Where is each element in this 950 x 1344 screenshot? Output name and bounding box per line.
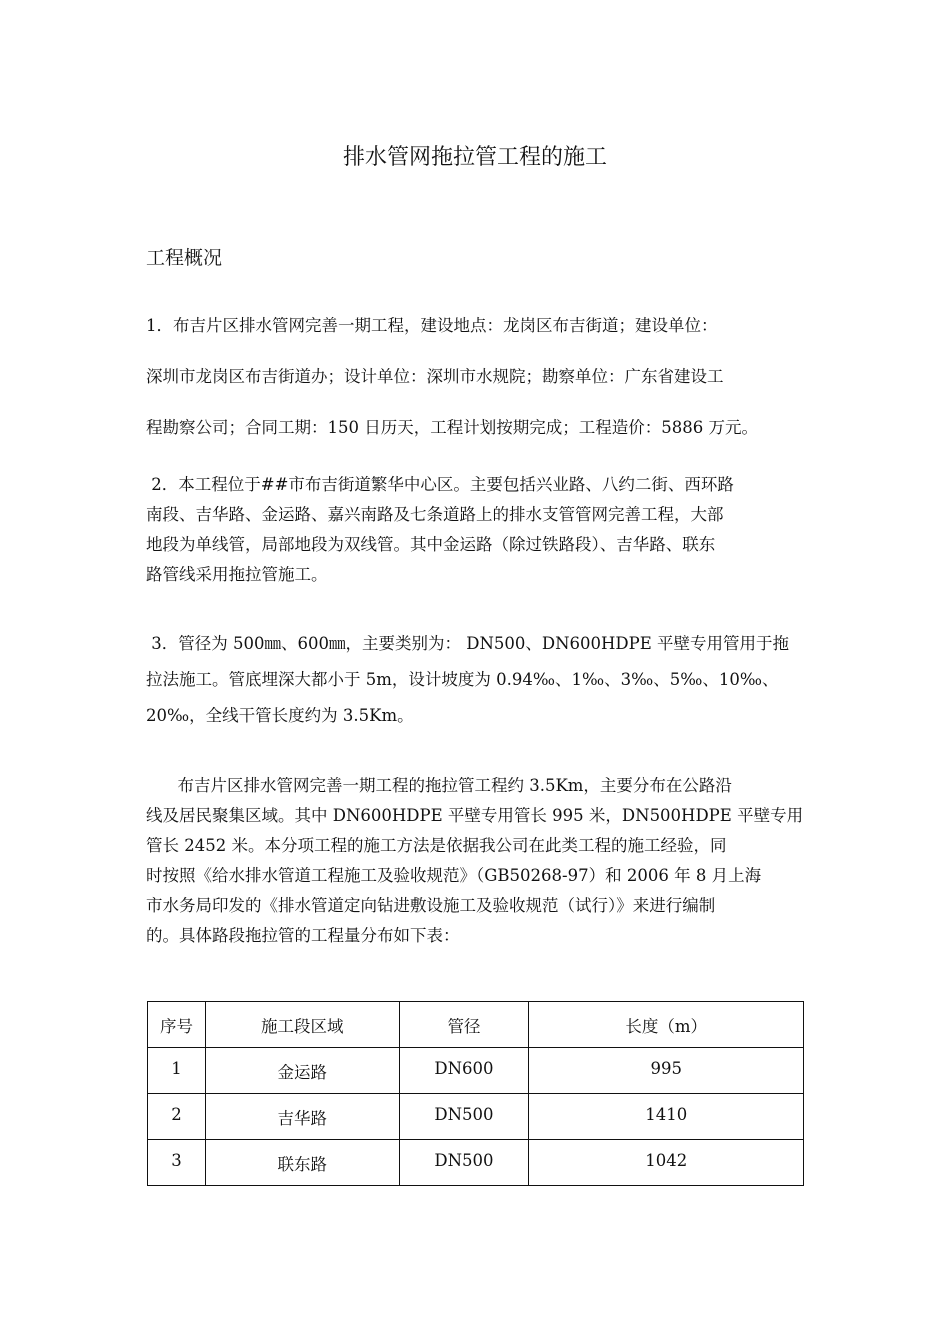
paragraph-line: 布吉片区排水管网完善一期工程的拖拉管工程约 3.5Km，主要分布在公路沿 [146, 776, 732, 795]
paragraph-line: 20‰，全线干管长度约为 3.5Km。 [146, 706, 414, 725]
paragraph-overview-1 [146, 300, 806, 453]
paragraph-line: 管长 2452 米。本分项工程的施工方法是依据我公司在此类工程的施工经验，同 [146, 836, 727, 855]
cell-diameter: DN600 [399, 1048, 529, 1094]
table-row [148, 1140, 804, 1186]
cell-section: 金运路 [205, 1048, 399, 1094]
cell-section: 联东路 [205, 1140, 399, 1186]
paragraph-line: 2．本工程位于##市布吉街道繁华中心区。主要包括兴业路、八约二街、西环路 [146, 475, 734, 494]
cell-length: 1410 [529, 1094, 804, 1140]
cell-section: 吉华路 [205, 1094, 399, 1140]
paragraph-overview-3 [146, 626, 806, 734]
section-heading: 工程概况 [146, 247, 223, 269]
header-length: 长度（m） [529, 1002, 804, 1048]
cell-index: 1 [148, 1048, 206, 1094]
paragraph-line: 的。具体路段拖拉管的工程量分布如下表： [146, 926, 460, 945]
table-header-row [148, 1002, 804, 1048]
header-diameter: 管径 [399, 1002, 529, 1048]
cell-index: 3 [148, 1140, 206, 1186]
paragraph-line: 程勘察公司；合同工期：150 日历天，工程计划按期完成；工程造价：5886 万元。 [146, 418, 758, 437]
paragraph-line: 南段、吉华路、金运路、嘉兴南路及七条道路上的排水支管管网完善工程，大部 [146, 505, 724, 524]
table-row [148, 1048, 804, 1094]
paragraph-overview-2 [146, 470, 806, 590]
cell-length: 995 [529, 1048, 804, 1094]
quantity-table [147, 1001, 804, 1186]
cell-diameter: DN500 [399, 1140, 529, 1186]
paragraph-line: 市水务局印发的《排水管道定向钻进敷设施工及验收规范（试行）》来进行编制 [146, 896, 716, 915]
cell-diameter: DN500 [399, 1094, 529, 1140]
paragraph-line: 拉法施工。管底埋深大都小于 5m，设计坡度为 0.94‰、1‰、3‰、5‰、10‰、 [146, 670, 779, 689]
paragraph-line: 时按照《给水排水管道工程施工及验收规范》（GB50268-97）和 2006 年 8 月上海 [146, 866, 762, 885]
paragraph-line: 路管线采用拖拉管施工。 [146, 565, 328, 584]
paragraph-line: 线及居民聚集区域。其中 DN600HDPE 平壁专用管长 995 米，DN500HDPE 平壁专用 [146, 806, 804, 825]
table-row [148, 1094, 804, 1140]
header-section: 施工段区域 [205, 1002, 399, 1048]
document-title: 排水管网拖拉管工程的施工 [342, 145, 607, 170]
paragraph-line: 地段为单线管，局部地段为双线管。其中金运路（除过铁路段）、吉华路、联东 [146, 535, 716, 554]
paragraph-line: 3．管径为 500㎜、600㎜，主要类别为： DN500、DN600HDPE 平壁专用管用于拖 [146, 634, 790, 653]
header-index: 序号 [148, 1002, 206, 1048]
paragraph-line: 1．布吉片区排水管网完善一期工程，建设地点：龙岗区布吉街道；建设单位： [146, 316, 718, 335]
paragraph-line: 深圳市龙岗区布吉街道办；设计单位：深圳市水规院；勘察单位：广东省建设工 [146, 367, 724, 386]
cell-index: 2 [148, 1094, 206, 1140]
paragraph-description [146, 771, 806, 951]
cell-length: 1042 [529, 1140, 804, 1186]
